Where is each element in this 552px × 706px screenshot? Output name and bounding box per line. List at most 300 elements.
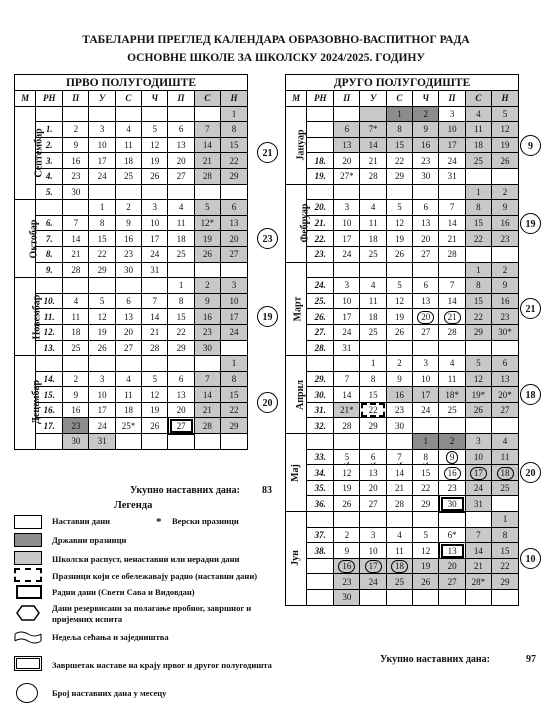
semester-title: ДРУГО ПОЛУГОДИШТЕ	[285, 74, 519, 90]
day-cell: 7	[465, 527, 491, 543]
day-cell	[334, 512, 360, 528]
day-cell: 12	[142, 137, 168, 153]
day-cell: 26	[386, 324, 412, 340]
day-cell: 20	[168, 402, 194, 418]
day-cell: 8	[465, 278, 491, 294]
week-number	[307, 512, 334, 528]
day-cell: 1	[360, 356, 386, 372]
week-number: 24.	[307, 278, 334, 294]
day-cell	[439, 418, 465, 434]
day-cell	[63, 278, 89, 294]
day-cell	[465, 168, 491, 184]
day-cell: 11	[115, 387, 141, 403]
day-cell: 27	[115, 340, 141, 356]
day-cell: 19	[413, 558, 439, 574]
day-cell: 30	[194, 340, 220, 356]
day-cell: 2	[115, 200, 141, 216]
day-cell: 17	[142, 231, 168, 247]
day-header: У	[360, 91, 386, 107]
day-cell: 31	[142, 262, 168, 278]
week-row	[15, 402, 248, 418]
day-header: П	[439, 91, 465, 107]
week-number: 20.	[307, 200, 334, 216]
day-cell: 22	[360, 402, 386, 418]
month-name: Октобар	[15, 200, 36, 278]
day-cell: 28	[142, 340, 168, 356]
day-cell: 26	[89, 340, 115, 356]
day-cell: 19	[386, 309, 412, 325]
day-cell: 6	[413, 278, 439, 294]
month-days-count: 20	[520, 462, 541, 483]
day-cell: 3	[360, 527, 386, 543]
day-cell	[168, 356, 194, 372]
day-cell: 13	[334, 137, 360, 153]
day-cell: 17	[89, 153, 115, 169]
day-cell: 14	[386, 465, 412, 481]
day-cell: 7	[439, 200, 465, 216]
day-cell: 12	[89, 309, 115, 325]
day-cell	[386, 434, 412, 450]
week-row	[286, 496, 519, 512]
day-cell	[465, 340, 491, 356]
week-row	[15, 278, 248, 294]
day-cell	[360, 340, 386, 356]
day-cell: 12	[413, 543, 439, 559]
day-cell: 6	[413, 200, 439, 216]
week-number	[36, 278, 63, 294]
day-cell	[413, 184, 439, 200]
week-row	[286, 418, 519, 434]
week-number	[307, 574, 334, 590]
week-row	[286, 340, 519, 356]
day-cell: 23	[194, 324, 220, 340]
day-cell: 22	[492, 558, 519, 574]
day-cell	[413, 512, 439, 528]
day-cell: 18	[115, 402, 141, 418]
day-cell: 23	[386, 402, 412, 418]
day-cell	[194, 262, 220, 278]
day-cell: 5	[413, 527, 439, 543]
calendar-table	[285, 90, 519, 606]
day-header: Н	[221, 91, 248, 107]
day-cell	[360, 184, 386, 200]
month-name: Мај	[286, 434, 307, 512]
legend-end-of-term-swatch	[14, 656, 42, 671]
day-cell: 3	[89, 371, 115, 387]
day-cell: 25	[439, 402, 465, 418]
day-cell: 23	[63, 168, 89, 184]
week-row	[286, 324, 519, 340]
day-cell: 24	[413, 402, 439, 418]
day-cell	[221, 184, 248, 200]
day-cell: 22	[221, 402, 248, 418]
hexagon-icon	[16, 605, 40, 621]
day-cell: 2	[492, 262, 519, 278]
day-cell: 13	[168, 387, 194, 403]
day-cell: 22	[465, 231, 491, 247]
week-number	[307, 590, 334, 606]
day-cell: 30	[63, 434, 89, 450]
day-cell: 24	[334, 324, 360, 340]
day-header: П	[334, 91, 360, 107]
day-cell: 12*	[194, 215, 220, 231]
day-cell: 23	[439, 480, 465, 496]
week-number: 35.	[307, 480, 334, 496]
day-cell: 27	[413, 246, 439, 262]
day-cell	[492, 590, 519, 606]
day-cell: 25*	[115, 418, 141, 434]
day-cell: 10	[89, 137, 115, 153]
week-row	[286, 512, 519, 528]
day-cell	[194, 356, 220, 372]
day-cell: 30	[386, 418, 412, 434]
day-cell	[413, 340, 439, 356]
day-cell: 26	[142, 168, 168, 184]
day-cell: 14	[439, 215, 465, 231]
day-cell: 16	[413, 137, 439, 153]
week-row	[286, 309, 519, 325]
day-cell: 15	[413, 465, 439, 481]
legend-dashed-swatch	[14, 568, 42, 582]
day-cell: 25	[465, 153, 491, 169]
day-cell	[334, 434, 360, 450]
day-cell: 19	[194, 231, 220, 247]
week-number: 11.	[36, 309, 63, 325]
day-cell: 5	[89, 293, 115, 309]
second-semester-total-label: Укупно наставних дана:	[380, 654, 490, 665]
day-cell: 16	[492, 215, 519, 231]
day-cell	[168, 262, 194, 278]
day-cell	[465, 246, 491, 262]
day-cell: 3	[334, 278, 360, 294]
day-cell	[413, 418, 439, 434]
day-cell: 6	[168, 122, 194, 138]
week-row	[286, 246, 519, 262]
day-cell: 12	[334, 465, 360, 481]
day-cell: 12	[386, 293, 412, 309]
day-cell: 11	[360, 293, 386, 309]
week-row	[286, 543, 519, 559]
day-cell: 24	[142, 246, 168, 262]
day-cell: 19	[386, 231, 412, 247]
legend-state-holiday-swatch	[14, 533, 42, 547]
day-cell	[115, 278, 141, 294]
day-cell: 20	[115, 324, 141, 340]
week-number: 28.	[307, 340, 334, 356]
week-row	[15, 293, 248, 309]
week-row	[15, 324, 248, 340]
day-cell: 26	[334, 496, 360, 512]
day-cell: 11	[168, 215, 194, 231]
legend-teaching-swatch	[14, 515, 42, 529]
day-cell: 10	[465, 449, 491, 465]
week-number: 7.	[36, 231, 63, 247]
day-cell: 17	[334, 231, 360, 247]
week-number: 29.	[307, 371, 334, 387]
day-cell: 23	[413, 153, 439, 169]
week-row	[286, 527, 519, 543]
day-cell: 11	[115, 137, 141, 153]
day-cell	[439, 590, 465, 606]
legend-title: Легенда	[114, 500, 153, 511]
day-header: РН	[307, 91, 334, 107]
day-cell: 22	[413, 480, 439, 496]
week-row	[15, 168, 248, 184]
day-cell: 11	[492, 449, 519, 465]
month-days-count: 19	[520, 213, 541, 234]
day-cell: 2	[439, 434, 465, 450]
day-cell	[89, 278, 115, 294]
day-cell: 29	[492, 574, 519, 590]
day-cell	[386, 340, 412, 356]
day-cell: 22	[386, 153, 412, 169]
month-days-count: 21	[520, 298, 541, 319]
week-row	[286, 387, 519, 403]
day-cell: 4	[492, 434, 519, 450]
day-cell: 20	[413, 231, 439, 247]
day-header: РН	[36, 91, 63, 107]
day-cell: 3	[413, 356, 439, 372]
day-cell	[360, 512, 386, 528]
day-cell: 18	[360, 309, 386, 325]
week-number: 26.	[307, 309, 334, 325]
month-name: Март	[286, 262, 307, 356]
day-cell: 1	[221, 106, 248, 122]
day-cell: 15	[465, 293, 491, 309]
day-cell: 16	[334, 558, 360, 574]
week-number: 13.	[36, 340, 63, 356]
day-cell: 13	[439, 543, 465, 559]
week-number: 3.	[36, 153, 63, 169]
week-row	[286, 465, 519, 481]
day-cell	[360, 590, 386, 606]
day-cell: 26	[465, 402, 491, 418]
day-cell: 5	[386, 200, 412, 216]
day-cell: 16	[386, 387, 412, 403]
day-cell	[492, 340, 519, 356]
day-cell: 8	[168, 293, 194, 309]
week-row	[286, 590, 519, 606]
day-cell: 15	[465, 215, 491, 231]
week-number: 21.	[307, 215, 334, 231]
day-cell: 23	[63, 418, 89, 434]
wave-icon	[14, 630, 42, 644]
day-cell	[439, 262, 465, 278]
day-cell	[465, 512, 491, 528]
day-cell: 18	[386, 558, 412, 574]
day-cell: 21*	[334, 402, 360, 418]
week-row	[286, 106, 519, 122]
week-number: 25.	[307, 293, 334, 309]
legend-working-holidays: Празници који се обележавају радно (наставни дани)	[52, 571, 258, 581]
week-row	[15, 153, 248, 169]
day-cell: 21	[360, 153, 386, 169]
day-cell	[386, 184, 412, 200]
week-number: 6.	[36, 215, 63, 231]
day-cell: 27	[439, 574, 465, 590]
day-cell: 11	[386, 543, 412, 559]
day-cell: 7	[439, 278, 465, 294]
day-cell: 11	[360, 215, 386, 231]
week-number: 31.	[307, 402, 334, 418]
document-title-line1: ТАБЕЛАРНИ ПРЕГЛЕД КАЛЕНДАРА ОБРАЗОВНО-ВАСПИТНОГ РАДА	[82, 34, 470, 46]
day-cell: 20	[168, 153, 194, 169]
week-row	[15, 246, 248, 262]
day-cell: 4	[360, 278, 386, 294]
day-cell	[334, 106, 360, 122]
week-row	[286, 480, 519, 496]
day-cell: 28*	[465, 574, 491, 590]
day-cell: 5	[334, 449, 360, 465]
first-semester-total-label: Укупно наставних дана:	[130, 485, 240, 496]
day-cell: 13	[115, 309, 141, 325]
day-cell: 9	[492, 278, 519, 294]
day-cell: 8	[221, 371, 248, 387]
day-cell: 9	[386, 371, 412, 387]
day-cell: 17	[360, 558, 386, 574]
week-row	[286, 231, 519, 247]
day-cell: 30	[115, 262, 141, 278]
day-cell: 20*	[492, 387, 519, 403]
day-cell: 23	[334, 574, 360, 590]
day-cell	[142, 106, 168, 122]
day-cell: 4	[360, 200, 386, 216]
day-cell: 14	[194, 137, 220, 153]
day-header: Ч	[142, 91, 168, 107]
day-cell	[115, 184, 141, 200]
day-cell: 12	[386, 215, 412, 231]
day-cell: 30	[413, 168, 439, 184]
day-cell: 10	[334, 293, 360, 309]
week-number: 23.	[307, 246, 334, 262]
legend-religious-holidays: Верски празници	[172, 516, 239, 526]
day-cell: 25	[168, 246, 194, 262]
day-cell	[360, 106, 386, 122]
week-row	[15, 200, 248, 216]
week-row	[286, 200, 519, 216]
day-cell	[142, 356, 168, 372]
day-cell: 13	[413, 293, 439, 309]
day-cell	[63, 356, 89, 372]
legend-break-swatch	[14, 551, 42, 565]
day-cell: 28	[439, 324, 465, 340]
month-name: Фебруар	[286, 184, 307, 262]
week-row	[15, 356, 248, 372]
day-cell: 14	[63, 231, 89, 247]
week-row	[286, 434, 519, 450]
day-cell: 28	[194, 168, 220, 184]
week-row	[15, 418, 248, 434]
day-cell: 31	[89, 434, 115, 450]
day-cell: 4	[115, 371, 141, 387]
day-cell: 20	[334, 153, 360, 169]
day-cell: 28	[439, 246, 465, 262]
day-cell: 5	[142, 122, 168, 138]
day-cell: 24	[360, 574, 386, 590]
day-cell: 1	[492, 512, 519, 528]
day-header: С	[115, 91, 141, 107]
day-cell: 9	[63, 387, 89, 403]
day-cell: 17	[413, 387, 439, 403]
week-row	[286, 356, 519, 372]
week-row	[15, 340, 248, 356]
day-cell: 2	[63, 371, 89, 387]
day-cell: 6	[492, 356, 519, 372]
day-cell: 5	[465, 356, 491, 372]
day-cell: 18	[465, 137, 491, 153]
day-cell: 21	[142, 324, 168, 340]
week-number	[36, 200, 63, 216]
day-cell	[168, 184, 194, 200]
day-cell: 17	[89, 402, 115, 418]
day-cell: 29	[360, 418, 386, 434]
week-row	[15, 231, 248, 247]
week-number: 37.	[307, 527, 334, 543]
day-cell	[439, 512, 465, 528]
day-cell: 31	[439, 168, 465, 184]
circle-icon	[16, 683, 38, 703]
day-cell	[115, 106, 141, 122]
week-number: 32.	[307, 418, 334, 434]
week-number: 4.	[36, 168, 63, 184]
week-number	[36, 106, 63, 122]
day-cell	[221, 262, 248, 278]
legend-days-per-month: Број наставних дана у месецу	[52, 688, 167, 698]
week-number	[307, 262, 334, 278]
day-cell	[360, 262, 386, 278]
week-number: 36.	[307, 496, 334, 512]
week-number	[307, 122, 334, 138]
day-header: С	[465, 91, 491, 107]
day-cell: 18	[492, 465, 519, 481]
week-row	[286, 371, 519, 387]
day-cell	[63, 106, 89, 122]
week-number	[36, 434, 63, 450]
day-cell	[168, 434, 194, 450]
day-cell: 14	[439, 293, 465, 309]
day-cell	[142, 184, 168, 200]
day-cell: 10	[221, 293, 248, 309]
day-cell	[334, 184, 360, 200]
day-cell: 2	[492, 184, 519, 200]
day-cell: 15	[492, 543, 519, 559]
day-cell	[194, 106, 220, 122]
day-header: С	[194, 91, 220, 107]
day-cell: 10	[413, 371, 439, 387]
week-row	[286, 449, 519, 465]
day-cell: 26	[194, 246, 220, 262]
day-cell: 27	[168, 418, 194, 434]
day-cell: 27*	[334, 168, 360, 184]
day-cell: 22	[168, 324, 194, 340]
month-name: Јануар	[286, 106, 307, 184]
month-days-count: 10	[520, 548, 541, 569]
week-row	[286, 293, 519, 309]
week-number	[307, 184, 334, 200]
day-cell	[89, 356, 115, 372]
legend-school-break: Школски распуст, ненаставни или нерадни дани	[52, 554, 240, 564]
day-cell: 2	[413, 106, 439, 122]
day-cell: 21	[194, 153, 220, 169]
day-cell: 25	[63, 340, 89, 356]
week-number: 1.	[36, 122, 63, 138]
day-cell: 28	[63, 262, 89, 278]
day-header: М	[15, 91, 36, 107]
day-cell: 8	[386, 122, 412, 138]
day-cell: 11	[465, 122, 491, 138]
week-number	[307, 434, 334, 450]
week-number	[36, 356, 63, 372]
